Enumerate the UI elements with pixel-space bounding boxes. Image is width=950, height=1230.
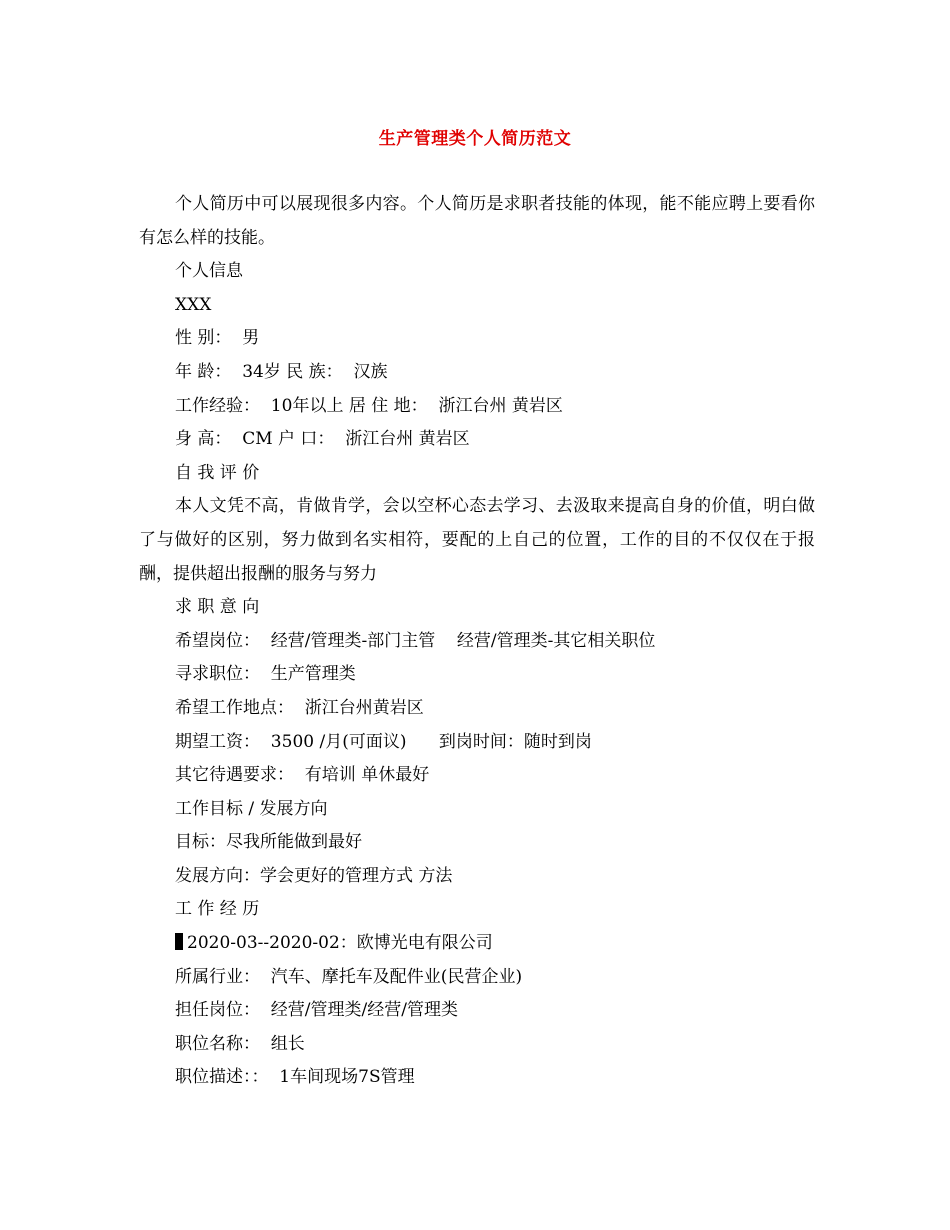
height-hukou-line: 身 高： CM 户 口： 浙江台州 黄岩区 (175, 429, 470, 450)
bullet-bar-icon (175, 933, 183, 950)
intro-paragraph: 个人简历中可以展现很多内容。个人简历是求职者技能的体现，能不能应聘上要看你有怎么样的技能。 (139, 194, 815, 248)
experience-period-text: 2020-03--2020-02：欧博光电有限公司 (187, 933, 493, 954)
salary-availability-line: 期望工资： 3500 /月(可面议) 到岗时间：随时到岗 (175, 731, 592, 752)
other-benefits-line: 其它待遇要求： 有培训 单休最好 (175, 765, 430, 786)
experience-residence-line: 工作经验： 10年以上 居 住 地： 浙江台州 黄岩区 (175, 395, 563, 416)
section-heading-goals: 工作目标 / 发展方向 (175, 798, 328, 819)
self-evaluation-paragraph: 本人文凭不高，肯做肯学，会以空杯心态去学习、去汲取来提高自身的价值，明白做了与做好的区别，努力做到名实相符，要配的上自己的位置，工作的目的不仅仅在于报酬，提供超出报酬的服务与努力 (139, 496, 815, 584)
experience-period-line (139, 927, 815, 961)
industry-line: 所属行业： 汽车、摩托车及配件业(民营企业) (175, 966, 523, 987)
desired-position-line: 希望岗位： 经营/管理类-部门主管 经营/管理类-其它相关职位 (175, 630, 656, 651)
name-line: XXX (175, 294, 212, 315)
document-body (139, 188, 815, 1095)
section-heading-personal-info: 个人信息 (175, 261, 243, 282)
job-title-line: 职位名称： 组长 (175, 1033, 305, 1054)
desired-location-line: 希望工作地点： 浙江台州黄岩区 (175, 697, 424, 718)
job-description-line: 职位描述：： 1车间现场7S管理 (175, 1067, 415, 1088)
development-direction-line: 发展方向：学会更好的管理方式 方法 (175, 865, 453, 886)
section-heading-self-evaluation: 自 我 评 价 (175, 462, 260, 483)
goal-line: 目标：尽我所能做到最好 (175, 832, 362, 853)
age-ethnicity-line: 年 龄： 34岁 民 族： 汉族 (175, 361, 388, 382)
held-position-line: 担任岗位： 经营/管理类/经营/管理类 (175, 1000, 458, 1021)
sought-position-line: 寻求职位： 生产管理类 (175, 664, 356, 685)
section-heading-job-intention: 求 职 意 向 (175, 597, 260, 618)
section-heading-work-experience: 工 作 经 历 (175, 899, 260, 920)
document-title: 生产管理类个人简历范文 (378, 129, 572, 149)
gender-line: 性 别： 男 (175, 328, 260, 349)
